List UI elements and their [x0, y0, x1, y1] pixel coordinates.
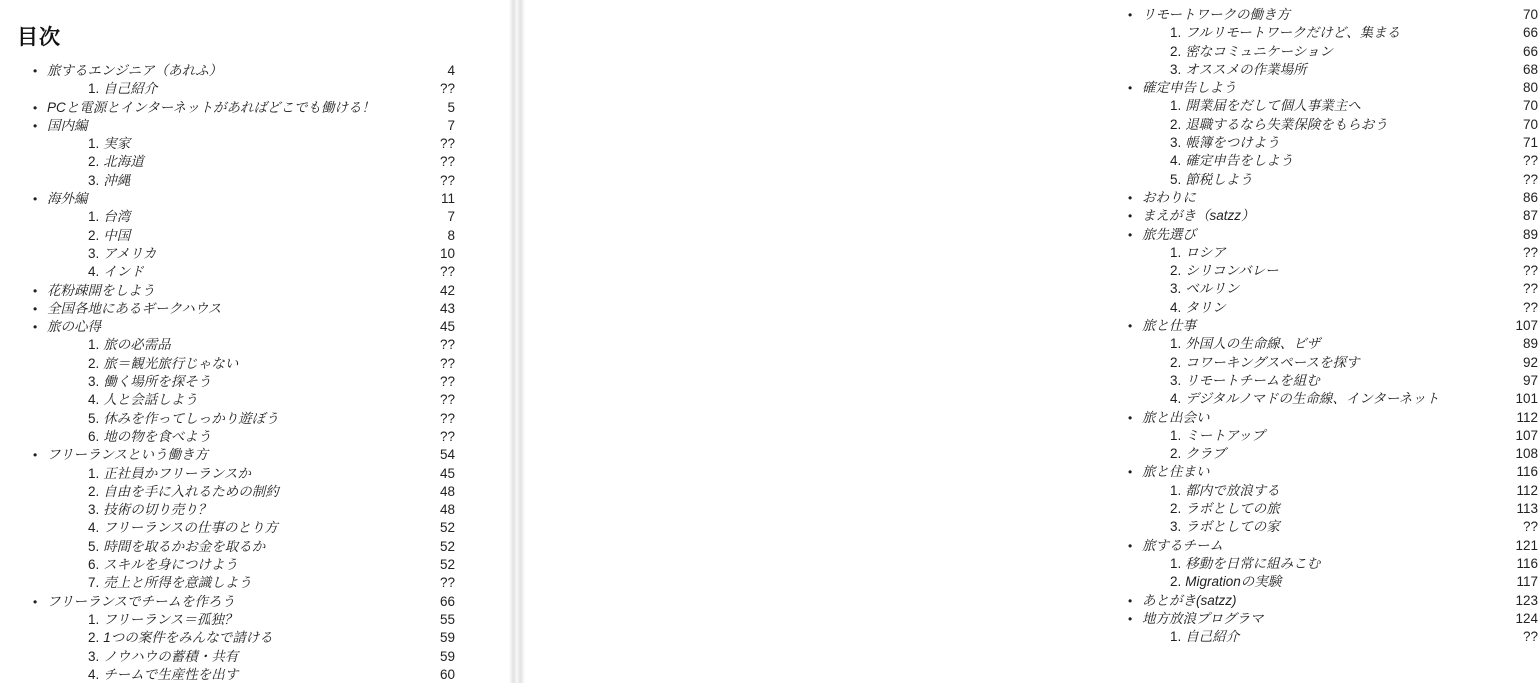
toc-entry [0, 282, 455, 300]
toc-entry [0, 593, 455, 611]
toc-subentry-number: 2. [1170, 116, 1182, 132]
toc-entry-title[interactable]: 全国各地にあるギークハウス [47, 300, 222, 316]
toc-subentry-number: 7. [88, 575, 100, 591]
toc-entry-page: ?? [1522, 299, 1538, 315]
toc-subentry [0, 666, 455, 684]
toc-entry-title[interactable]: インド [103, 264, 144, 280]
toc-entry [1095, 610, 1538, 628]
bullet-icon: • [33, 118, 38, 133]
toc-subentry-number: 6. [88, 428, 100, 444]
bullet-icon: • [1128, 465, 1133, 480]
toc-entry [0, 99, 455, 117]
toc-entry-title[interactable]: 開業届をだして個人事業主へ [1185, 98, 1361, 114]
toc-subentry [0, 135, 455, 153]
toc-entry-page: 8 [447, 227, 455, 243]
toc-subentry-number: 1. [1170, 482, 1182, 498]
toc-entry-page: 71 [1522, 135, 1538, 151]
toc-entry-page: 86 [1522, 189, 1538, 205]
toc-entry-title[interactable]: 確定申告しよう [1142, 80, 1237, 96]
toc-subentry [1095, 61, 1538, 79]
toc-entry-title[interactable]: 旅と仕事 [1142, 318, 1196, 334]
toc-entry-title[interactable]: 帳簿をつけよう [1185, 135, 1280, 151]
toc-entry-title[interactable]: ベルリン [1185, 281, 1240, 297]
toc-subentry [1095, 445, 1538, 463]
toc-entry-title[interactable]: フルリモートワークだけど、集まる [1185, 25, 1401, 41]
toc-entry-page: 45 [439, 465, 455, 481]
toc-entry [0, 190, 455, 208]
toc-entry-page: ?? [439, 428, 455, 444]
toc-entry [1095, 226, 1538, 244]
toc-subentry-number: 1. [88, 81, 100, 97]
toc-right-list [1095, 6, 1538, 646]
toc-entry-title[interactable]: おわりに [1142, 189, 1196, 205]
toc-entry-page: ?? [439, 136, 455, 152]
toc-entry-title[interactable]: 技術の切り売り？ [103, 502, 212, 518]
toc-entry-title[interactable]: 中国 [103, 227, 131, 243]
toc-subentry-number: 4. [88, 264, 100, 280]
toc-subentry [0, 391, 455, 409]
toc-subentry-number: 2. [1170, 263, 1182, 279]
toc-entry-page: ?? [439, 337, 455, 353]
toc-subentry [0, 80, 455, 98]
toc-entry-title[interactable]: チームで生産性を出す [103, 666, 239, 682]
toc-entry-page: 5 [447, 99, 455, 115]
toc-entry-title[interactable]: 旅＝観光旅行じゃない [103, 355, 239, 371]
toc-entry-page: 7 [447, 117, 455, 133]
toc-entry-title[interactable]: 退職するなら失業保険をもらおう [1185, 116, 1388, 132]
toc-entry-title[interactable]: 休みを作ってしっかり遊ぼう [103, 410, 279, 426]
toc-entry-page: 4 [447, 63, 455, 78]
toc-subentry-number: 4. [1170, 391, 1182, 407]
toc-entry-page: 66 [439, 593, 455, 609]
toc-entry [0, 318, 455, 336]
toc-subentry-number: 1. [1170, 427, 1182, 443]
toc-entry-title[interactable]: 働く場所を探そう [103, 374, 212, 390]
toc-subentry-number: 2. [1170, 574, 1182, 590]
toc-entry-page: ?? [439, 374, 455, 390]
toc-subentry [1095, 372, 1538, 390]
toc-entry-title[interactable]: 旅の必需品 [103, 337, 171, 353]
toc-entry-page: 10 [439, 245, 455, 261]
toc-entry-title[interactable]: 移動を日常に組みこむ [1185, 555, 1321, 571]
toc-subentry [0, 611, 455, 629]
toc-subentry-number: 4. [88, 666, 100, 682]
toc-left-list [0, 62, 455, 684]
toc-entry-title[interactable]: 正社員かフリーランスか [103, 465, 251, 481]
toc-subentry [0, 172, 455, 190]
toc-subentry [1095, 134, 1538, 152]
toc-entry-page: ?? [1522, 153, 1538, 169]
bullet-icon: • [1128, 81, 1133, 96]
toc-entry-page: 54 [439, 447, 455, 463]
toc-entry-title[interactable]: 時間を取るかお金を取るか [103, 538, 266, 554]
toc-subentry [1095, 335, 1538, 353]
toc-entry-page: ?? [439, 154, 455, 170]
toc-entry-title[interactable]: 旅の心得 [47, 319, 101, 335]
toc-entry-page: 59 [439, 630, 455, 646]
toc-subentry-number: 1. [88, 209, 100, 225]
bullet-icon: • [1128, 611, 1133, 626]
toc-subentry-number: 4. [1170, 153, 1182, 169]
toc-subentry [0, 373, 455, 391]
toc-entry-page: 107 [1515, 318, 1538, 334]
toc-entry-page: ?? [439, 355, 455, 371]
toc-subentry-number: 4. [1170, 299, 1182, 315]
toc-subentry [0, 153, 455, 171]
toc-subentry-number: 1. [1170, 25, 1182, 41]
toc-subentry-number: 2. [88, 154, 100, 170]
toc-entry-page: 55 [439, 611, 455, 627]
toc-entry [0, 446, 455, 464]
toc-entry-title[interactable]: ラボとしての家 [1185, 519, 1280, 535]
toc-subentry [0, 483, 455, 501]
bullet-icon: • [33, 192, 38, 207]
book-page-left [0, 0, 509, 683]
toc-entry-title[interactable]: リモートチームを組む [1185, 372, 1320, 388]
toc-entry [1095, 317, 1538, 335]
toc-entry-title[interactable]: 沖縄 [103, 172, 131, 188]
toc-entry-page: 108 [1515, 446, 1538, 462]
toc-subentry [1095, 518, 1538, 536]
toc-subentry [1095, 152, 1538, 170]
toc-subentry [0, 355, 455, 373]
toc-entry-page: 113 [1516, 501, 1538, 517]
toc-entry [0, 300, 455, 318]
toc-entry-page: 66 [1522, 43, 1538, 59]
toc-entry-title[interactable]: リモートワークの働き方 [1142, 7, 1290, 22]
toc-subentry-number: 3. [88, 172, 100, 188]
toc-entry-title[interactable]: 地の物を食べよう [103, 428, 212, 444]
toc-entry-title[interactable]: あとがき(satzz) [1142, 592, 1237, 608]
toc-subentry-number: 1. [1170, 629, 1182, 645]
toc-entry-page: 117 [1516, 574, 1538, 590]
toc-entry-title[interactable]: 自己紹介 [103, 81, 158, 97]
toc-entry-title[interactable]: スキルを身につけよう [103, 557, 238, 573]
toc-subentry [1095, 262, 1538, 280]
toc-subentry [0, 556, 455, 574]
toc-subentry [0, 648, 455, 666]
bullet-icon: • [33, 100, 38, 115]
toc-entry-page: 107 [1515, 427, 1538, 443]
toc-entry-page: ?? [1522, 629, 1538, 645]
bullet-icon: • [1128, 227, 1133, 242]
bullet-icon: • [33, 594, 38, 609]
toc-entry-title[interactable]: タリン [1185, 299, 1226, 315]
toc-subentry [0, 245, 455, 263]
toc-subentry-number: 1. [88, 465, 100, 481]
toc-subentry [0, 519, 455, 537]
toc-subentry-number: 5. [88, 410, 100, 426]
toc-entry-page: ?? [1522, 281, 1538, 297]
toc-subentry-number: 2. [1170, 446, 1182, 462]
toc-entry-page: 52 [439, 557, 455, 573]
toc-entry-page: ?? [439, 410, 455, 426]
toc-entry-page: 123 [1515, 592, 1538, 608]
toc-subentry-number: 2. [1170, 501, 1182, 517]
toc-entry-title[interactable]: 海外編 [47, 191, 88, 207]
toc-subentry [1095, 390, 1538, 408]
toc-entry-title[interactable]: 外国人の生命線、ビザ [1185, 336, 1321, 352]
toc-entry [1095, 6, 1538, 24]
toc-entry-page: 70 [1522, 116, 1538, 132]
toc-subentry [0, 538, 455, 556]
toc-entry-title[interactable]: 人と会話しよう [103, 392, 198, 408]
toc-entry-title[interactable]: 旅するエンジニア（あれふ） [47, 63, 223, 78]
toc-entry-page: 101 [1515, 391, 1538, 407]
toc-subentry [1095, 354, 1538, 372]
toc-subentry [1095, 97, 1538, 115]
bullet-icon: • [1128, 319, 1133, 334]
toc-entry-page: 97 [1522, 372, 1538, 388]
toc-subentry [1095, 555, 1538, 573]
toc-subentry [1095, 628, 1538, 646]
bullet-icon: • [1128, 190, 1133, 205]
toc-entry-page: 121 [1515, 537, 1538, 553]
toc-subentry-number: 2. [88, 355, 100, 371]
toc-subentry-number: 4. [88, 520, 100, 536]
toc-entry-page: 80 [1522, 80, 1538, 96]
toc-subentry [0, 428, 455, 446]
toc-entry-title[interactable]: ロシア [1185, 244, 1226, 260]
toc-subentry [1095, 116, 1538, 134]
toc-entry-title[interactable]: 1つの案件をみんなで請ける [103, 630, 273, 646]
book-page-right [525, 0, 1538, 683]
bullet-icon: • [33, 64, 38, 78]
toc-subentry-number: 3. [88, 374, 100, 390]
toc-entry-page: 45 [439, 319, 455, 335]
toc-entry-page: 60 [439, 666, 455, 682]
toc-entry-page: ?? [439, 172, 455, 188]
toc-subentry-number: 5. [1170, 171, 1182, 187]
toc-entry-title[interactable]: クラブ [1185, 446, 1226, 462]
toc-entry-title[interactable]: コワーキングスペースを探す [1185, 354, 1360, 370]
toc-subentry [1095, 43, 1538, 61]
toc-entry-title[interactable]: シリコンバレー [1185, 263, 1279, 279]
toc-entry-page: ?? [439, 264, 455, 280]
toc-entry-title[interactable]: 都内で放浪する [1185, 482, 1280, 498]
toc-entry-title[interactable]: 密なコミュニケーション [1185, 43, 1333, 59]
toc-entry-page: 89 [1522, 336, 1538, 352]
toc-entry-title[interactable]: ミートアップ [1185, 427, 1265, 443]
toc-entry-title[interactable]: フリーランスでチームを作ろう [47, 593, 236, 609]
toc-subentry-number: 3. [1170, 519, 1182, 535]
toc-entry-page: 11 [440, 191, 455, 207]
toc-entry-page: 52 [439, 538, 455, 554]
toc-entry-page: 124 [1515, 610, 1538, 626]
toc-subentry [1095, 244, 1538, 262]
toc-entry-page: 92 [1522, 354, 1538, 370]
bullet-icon: • [1128, 538, 1133, 553]
bullet-icon: • [1128, 8, 1133, 22]
toc-subentry-number: 1. [1170, 98, 1182, 114]
toc-entry-page: 112 [1516, 409, 1538, 425]
toc-entry-title[interactable]: 旅と住まい [1142, 464, 1210, 480]
toc-subentry [1095, 482, 1538, 500]
toc-entry-page: 116 [1516, 555, 1538, 571]
toc-entry-title[interactable]: フリーランスという働き方 [47, 447, 209, 463]
toc-entry-page: 70 [1522, 7, 1538, 22]
toc-entry-page: ?? [439, 81, 455, 97]
toc-subentry [0, 410, 455, 428]
toc-entry-page: 89 [1522, 226, 1538, 242]
toc-subentry-number: 3. [1170, 135, 1182, 151]
toc-subentry [1095, 500, 1538, 518]
toc-entry-title[interactable]: 旅先選び [1142, 226, 1196, 242]
toc-subentry-number: 3. [88, 245, 100, 261]
toc-entry-title[interactable]: 確定申告をしよう [1185, 153, 1294, 169]
toc-entry-page: 52 [439, 520, 455, 536]
toc-entry-title[interactable]: アメリカ [103, 245, 157, 261]
toc-subentry-number: 1. [88, 611, 100, 627]
toc-subentry [1095, 573, 1538, 591]
toc-subentry-number: 3. [88, 502, 100, 518]
bullet-icon: • [1128, 209, 1133, 224]
toc-entry [1095, 189, 1538, 207]
bullet-icon: • [1128, 410, 1133, 425]
toc-entry-title[interactable]: デジタルノマドの生命線、インターネット [1185, 391, 1440, 407]
toc-entry [1095, 592, 1538, 610]
toc-entry-title[interactable]: 台湾 [103, 209, 131, 225]
toc-subentry [1095, 299, 1538, 317]
toc-entry [1095, 409, 1538, 427]
toc-subentry [0, 227, 455, 245]
toc-subentry-number: 2. [88, 483, 100, 499]
toc-entry-page: 48 [439, 483, 455, 499]
toc-subentry-number: 3. [88, 648, 100, 664]
bullet-icon: • [33, 448, 38, 463]
toc-subentry-number: 2. [88, 227, 100, 243]
toc-entry-title[interactable]: 自己紹介 [1185, 629, 1240, 645]
toc-entry-title[interactable]: 国内編 [47, 117, 88, 133]
toc-entry-page: ?? [1522, 171, 1538, 187]
toc-entry-page: 70 [1522, 98, 1538, 114]
toc-subentry-number: 2. [1170, 354, 1182, 370]
toc-entry [0, 62, 455, 80]
toc-entry-title[interactable]: ノウハウの蓄積・共有 [103, 648, 239, 664]
toc-subentry [0, 208, 455, 226]
toc-entry-page: ?? [439, 575, 455, 591]
bullet-icon: • [33, 301, 38, 316]
toc-entry-page: 43 [439, 300, 455, 316]
toc-entry [1095, 207, 1538, 225]
toc-entry-page: ?? [1522, 519, 1538, 535]
toc-entry-title[interactable]: 売上と所得を意識しよう [103, 575, 252, 591]
toc-entry-title[interactable]: 旅するチーム [1142, 537, 1223, 553]
toc-subentry-number: 3. [1170, 372, 1182, 388]
toc-entry-title[interactable]: フリーランス＝孤独？ [103, 611, 238, 627]
toc-subentry [0, 501, 455, 519]
toc-subentry [0, 629, 455, 647]
toc-entry-title[interactable]: ラボとしての旅 [1185, 501, 1280, 517]
toc-subentry [1095, 24, 1538, 42]
toc-subentry [1095, 427, 1538, 445]
toc-subentry [0, 465, 455, 483]
toc-entry-page: ?? [439, 392, 455, 408]
toc-subentry-number: 5. [88, 538, 100, 554]
toc-entry-page: 68 [1522, 61, 1538, 77]
toc-entry-page: 112 [1516, 482, 1538, 498]
toc-subentry [0, 263, 455, 281]
toc-entry-title[interactable]: 自由を手に入れるための制約 [103, 483, 279, 499]
toc-entry-page: 48 [439, 502, 455, 518]
toc-subentry-number: 4. [88, 392, 100, 408]
toc-entry [1095, 537, 1538, 555]
toc-subentry-number: 1. [88, 136, 100, 152]
toc-entry-page: ?? [1522, 263, 1538, 279]
toc-subentry-number: 1. [1170, 555, 1182, 571]
toc-entry-page: 59 [439, 648, 455, 664]
toc-entry-page: 116 [1516, 464, 1538, 480]
toc-subentry [0, 336, 455, 354]
toc-subentry [1095, 171, 1538, 189]
toc-entry [1095, 79, 1538, 97]
toc-subentry-number: 1. [1170, 336, 1182, 352]
bullet-icon: • [33, 283, 38, 298]
toc-subentry [1095, 280, 1538, 298]
toc-entry-page: 87 [1522, 208, 1538, 224]
toc-entry-title[interactable]: 節税しよう [1185, 171, 1253, 187]
toc-entry-title[interactable]: 旅と出会い [1142, 409, 1210, 425]
toc-entry-page: 66 [1522, 25, 1538, 41]
toc-entry-title[interactable]: Migrationの実験 [1185, 574, 1282, 590]
toc-entry [1095, 463, 1538, 481]
toc-entry-title[interactable]: 北海道 [103, 154, 144, 170]
toc-entry-title[interactable]: まえがき（satzz） [1142, 208, 1255, 224]
toc-subentry-number: 2. [88, 630, 100, 646]
toc-subentry-number: 2. [1170, 43, 1182, 59]
toc-subentry-number: 6. [88, 557, 100, 573]
toc-subentry-number: 1. [88, 337, 100, 353]
toc-entry-title[interactable]: PCと電源とインターネットがあればどこでも働ける！ [47, 99, 376, 115]
toc-subentry-number: 1. [1170, 244, 1182, 260]
toc-entry [0, 117, 455, 135]
page-title: 目次 [17, 26, 61, 49]
toc-entry-page: 7 [447, 209, 455, 225]
toc-subentry-number: 3. [1170, 61, 1182, 77]
toc-subentry [0, 574, 455, 592]
bullet-icon: • [33, 320, 38, 335]
toc-entry-title[interactable]: フリーランスの仕事のとり方 [103, 520, 278, 536]
toc-entry-title[interactable]: 実家 [103, 136, 131, 152]
toc-entry-page: 42 [439, 282, 455, 298]
bullet-icon: • [1128, 593, 1133, 608]
toc-entry-title[interactable]: 花粉疎開をしよう [47, 282, 155, 298]
page-gutter-divider [509, 0, 525, 683]
toc-subentry-number: 3. [1170, 281, 1182, 297]
toc-entry-title[interactable]: 地方放浪プログラマ [1142, 610, 1264, 626]
toc-entry-title[interactable]: オススメの作業場所 [1185, 61, 1307, 77]
toc-entry-page: ?? [1522, 244, 1538, 260]
